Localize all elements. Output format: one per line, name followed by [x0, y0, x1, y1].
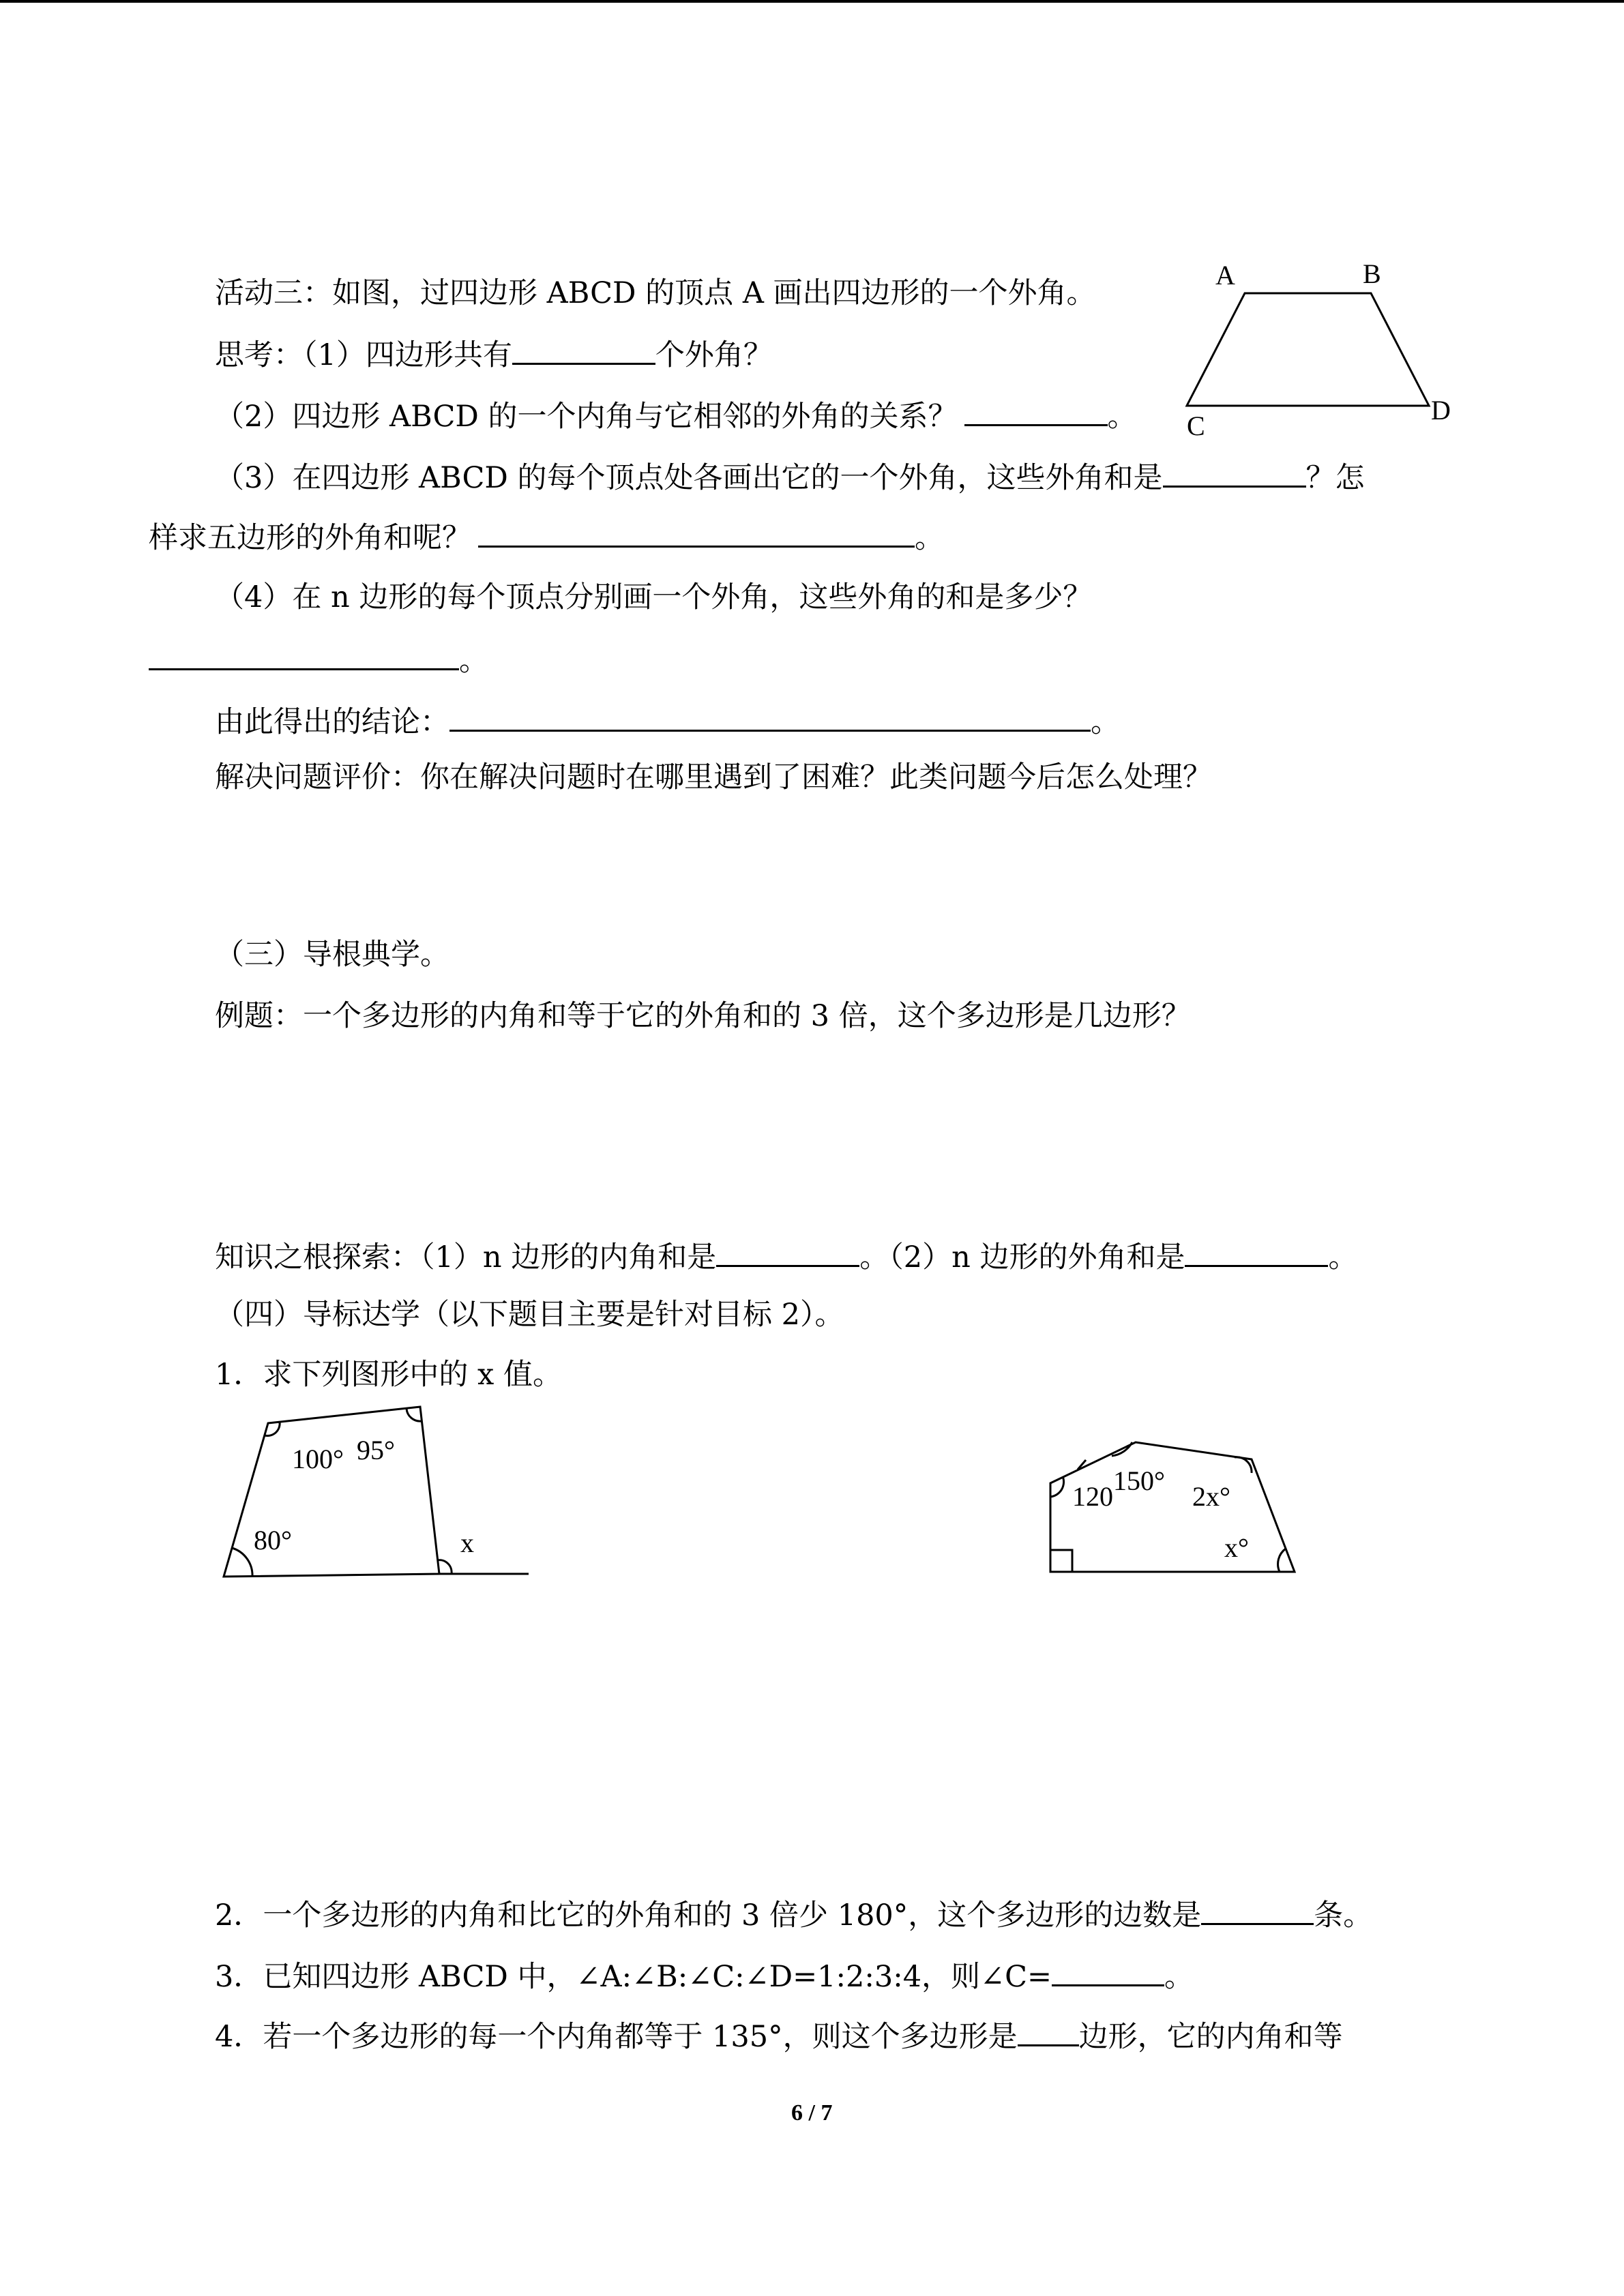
- answer-blank-interior-sum[interactable]: [716, 1238, 859, 1267]
- item4-end: 边形，它的内角和等: [1078, 2020, 1343, 2054]
- q3-end: 。: [915, 521, 944, 555]
- q3-line2-text: 样求五边形的外角和呢？: [149, 521, 471, 555]
- item4-text: 4．若一个多边形的每一个内角都等于 135°，则这个多边形是: [215, 2020, 1018, 2054]
- think-q1: [215, 336, 773, 374]
- q4-answer-line: [149, 641, 488, 680]
- knowledge-exploration: [215, 1238, 1357, 1277]
- top-border: [0, 0, 1624, 3]
- knowledge-end: 。: [1328, 1240, 1358, 1274]
- think-label: 思考：（1）四边形共有: [215, 338, 512, 372]
- angle-arc-95: [407, 1409, 422, 1421]
- knowledge-part1: 知识之根探索：（1）n 边形的内角和是: [215, 1240, 717, 1274]
- item3-text: 3．已知四边形 ABCD 中，∠A:∠B:∠C:∠D=1:2:3:4，则∠C=: [215, 1960, 1052, 1994]
- item3: [215, 1957, 1194, 1996]
- page-number: 6 / 7: [791, 2100, 833, 2126]
- example-problem: 例题：一个多边形的内角和等于它的外角和的 3 倍，这个多边形是几边形？: [215, 999, 1191, 1033]
- answer-blank-q2[interactable]: [964, 397, 1108, 426]
- section4-heading: （四）导标达学（以下题目主要是针对目标 2）。: [215, 1298, 844, 1332]
- answer-blank-exterior-sum[interactable]: [1185, 1238, 1328, 1267]
- think-suffix: 个外角？: [655, 338, 773, 372]
- conclusion: [215, 702, 1120, 741]
- quadrilateral-abcd-figure: [1173, 263, 1466, 447]
- answer-blank-q1[interactable]: [512, 336, 655, 365]
- knowledge-part2: 。（2）n 边形的外角和是: [859, 1240, 1185, 1274]
- angle-label-2x: 2x°: [1192, 1481, 1230, 1512]
- q2-end: 。: [1107, 400, 1137, 434]
- angle-arc-80: [232, 1548, 252, 1577]
- angle-label-120: 120: [1072, 1481, 1113, 1512]
- q4-end: 。: [459, 644, 488, 678]
- quadrilateral-abcd: [1187, 293, 1429, 406]
- item2-text: 2．一个多边形的内角和比它的外角和的 3 倍少 180°，这个多边形的边数是: [215, 1898, 1202, 1933]
- angle-label-x: x°: [1224, 1532, 1249, 1563]
- answer-blank-item2[interactable]: [1201, 1896, 1314, 1925]
- q3-text: （3）在四边形 ABCD 的每个顶点处各画出它的一个外角，这些外角和是: [215, 461, 1163, 495]
- angle-arc-x: [1278, 1549, 1286, 1572]
- think-q3-line2: [149, 518, 944, 557]
- answer-blank-q3b[interactable]: [478, 518, 915, 548]
- think-q3: [215, 458, 1365, 497]
- answer-blank-item3[interactable]: [1052, 1957, 1164, 1986]
- angle-label-100: 100°: [292, 1444, 344, 1474]
- item3-end: 。: [1164, 1960, 1194, 1994]
- answer-blank-q4[interactable]: [149, 641, 459, 670]
- item2-end: 条。: [1314, 1898, 1373, 1933]
- activity3-intro: 活动三：如图，过四边形 ABCD 的顶点 A 画出四边形的一个外角。: [215, 276, 1096, 310]
- vertex-label-a: A: [1215, 263, 1235, 290]
- angle-label-150: 150°: [1113, 1465, 1165, 1496]
- vertex-label-d: D: [1431, 395, 1451, 426]
- answer-blank-conclusion[interactable]: [449, 702, 1091, 732]
- conclusion-end: 。: [1091, 705, 1120, 739]
- item2: [215, 1896, 1372, 1935]
- q3-text-2: ？怎: [1305, 461, 1365, 495]
- item4: [215, 2017, 1343, 2056]
- right-angle-mark: [1050, 1550, 1072, 1572]
- angle-label-95: 95°: [357, 1435, 395, 1465]
- item1-text: 1．求下列图形中的 x 值。: [215, 1358, 562, 1392]
- answer-blank-item4[interactable]: [1018, 2017, 1079, 2046]
- conclusion-label: 由此得出的结论：: [215, 705, 449, 739]
- left-quadrilateral-figure: [211, 1398, 539, 1582]
- evaluation: 解决问题评价：你在解决问题时在哪里遇到了困难？此类问题今后怎么处理？: [215, 760, 1212, 794]
- q2-text: （2）四边形 ABCD 的一个内角与它相邻的外角的关系？: [215, 400, 958, 434]
- angle-label-x: x: [460, 1527, 474, 1558]
- vertex-label-b: B: [1363, 263, 1381, 289]
- vertex-label-c: C: [1187, 411, 1205, 441]
- section3-heading: （三）导根典学。: [215, 938, 449, 972]
- right-pentagon-figure: [1037, 1429, 1310, 1579]
- think-q2: [215, 397, 1137, 436]
- think-q4: （4）在 n 边形的每个顶点分别画一个外角，这些外角的和是多少？: [215, 580, 1093, 614]
- answer-blank-q3a[interactable]: [1163, 458, 1306, 488]
- angle-label-80: 80°: [254, 1525, 292, 1555]
